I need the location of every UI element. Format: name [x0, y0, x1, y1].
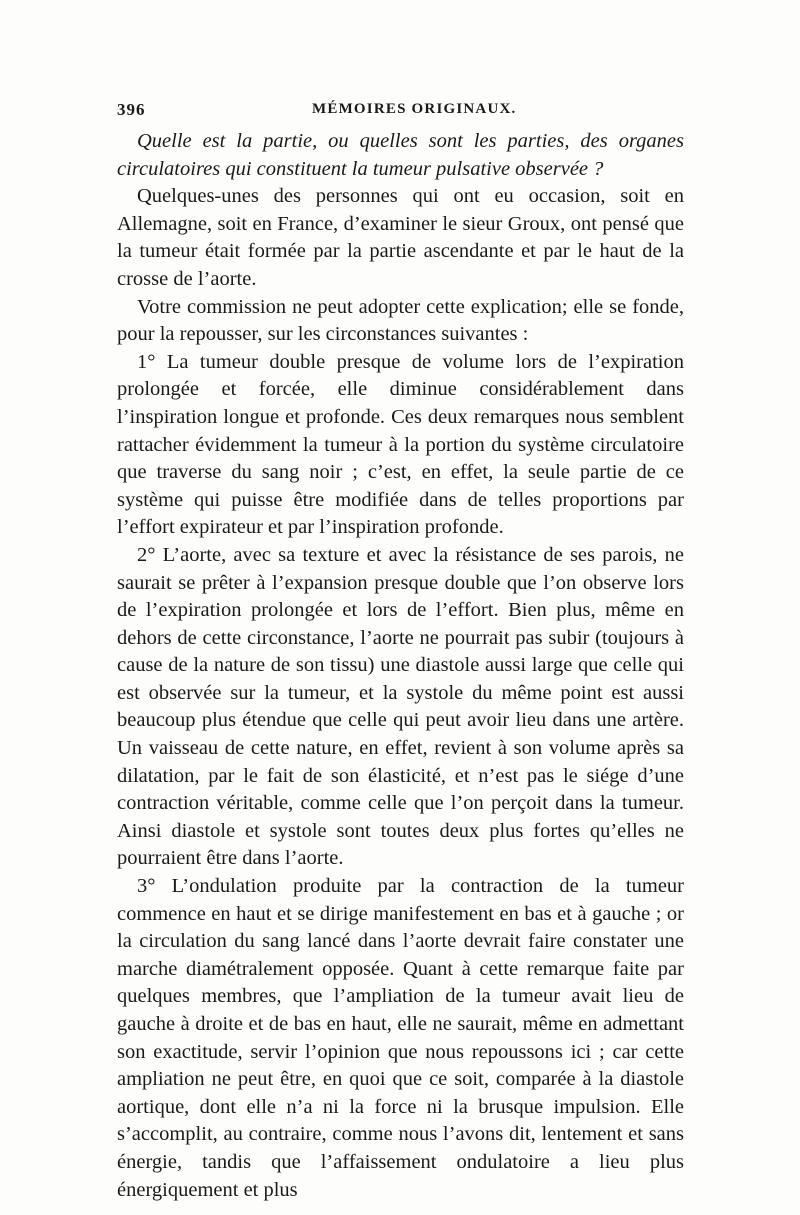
paragraph: 1° La tumeur double presque de volume lors de l’expiration prolongée et forcée, elle diminue considérablement dans l’inspiration longue et profonde. Ces deux remarques nous semblent rattacher évidemment la tumeur à la portion du système circulatoire que traverse du sang noir ; c’est, en effet, la seule partie de ce système qui puisse être modifiée dans de telles proportions par l’effort expirateur et par l’inspiration profonde.	[117, 350, 684, 539]
paragraph: 2° L’aorte, avec sa texture et avec la résistance de ses parois, ne saurait se prêter à l’expansion presque double que l’on observe lors de l’expiration prolongée et lors de l’effort. Bien plus, même en dehors de cette circonstance, l’aorte ne pourrait pas subir (toujours à cause de la nature de son tissu) une diastole aussi large que celle qui est observée sur la tumeur, et la systole du même point est aussi beaucoup plus étendue que celle qui peut avoir lieu dans une artère. Un vaisseau de cette nature, en effet, revient à son volume après sa dilatation, par le fait de son élasticité, et n’est pas le siége d’une contraction véritable, comme celle que l’on perçoit dans la tumeur. Ainsi diastole et systole sont toutes deux plus fortes qu’elles ne pourraient être dans l’aorte.	[117, 543, 684, 870]
question-paragraph: Quelle est la partie, ou quelles sont les parties, des organes circulatoires qui constituent la tumeur pulsative observée ?	[117, 130, 684, 180]
running-title: MÉMOIRES ORIGINAUX.	[312, 101, 517, 117]
paragraph: 3° L’ondulation produite par la contraction de la tumeur commence en haut et se dirige manifestement en bas et à gauche ; or la circulation du sang lancé dans l’aorte devrait faire constater une marche diamétralement opposée. Quant à cette remarque faite par quelques membres, que l’ampliation de la tumeur avait lieu de gauche à droite et de bas en haut, elle ne saurait, même en admettant son exactitude, servir l’opinion que nous repoussons ici ; car cette ampliation ne peut être, en quoi que ce soit, comparée à la diastole aortique, dont elle n’a ni la force ni la brusque impulsion. Elle s’accomplit, au contraire, comme nous l’avons dit, lentement et sans énergie, tandis que l’affaissement ondulatoire a lieu plus énergiquement et plus	[117, 875, 684, 1201]
page-header	[117, 100, 684, 126]
paragraph: Votre commission ne peut adopter cette explication; elle se fonde, pour la repousser, sur les circonstances suivantes :	[117, 295, 684, 346]
body-text	[117, 128, 684, 1204]
page-number: 396	[117, 100, 146, 119]
paragraph: Quelques-unes des personnes qui ont eu occasion, soit en Allemagne, soit en France, d’examiner le sieur Groux, ont pensé que la tumeur était formée par la partie ascendante et par le haut de la crosse de l’aorte.	[117, 185, 684, 290]
